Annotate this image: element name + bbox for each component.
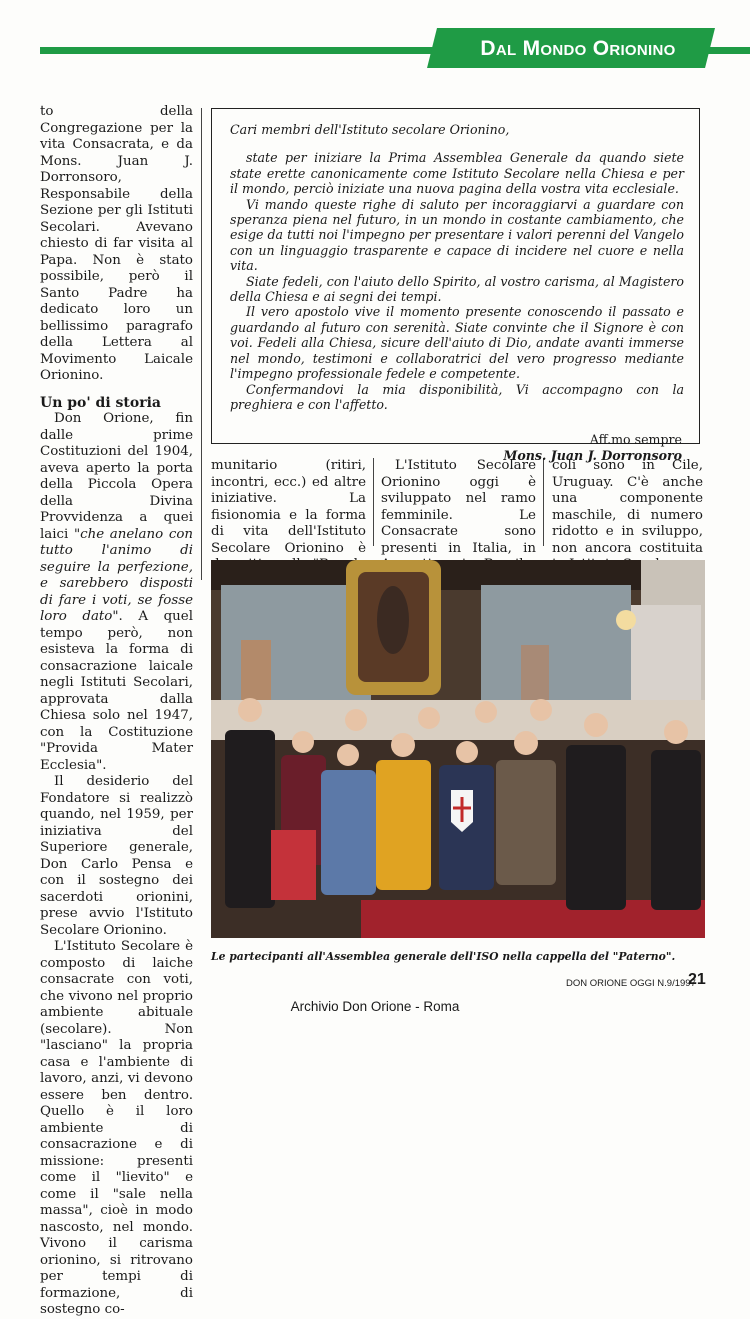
- papal-letter-box: [211, 108, 700, 463]
- left-column: [40, 104, 193, 1319]
- history-heading: Un po' di storia: [40, 394, 161, 411]
- letter-salutation: Cari membri dell'Istituto secolare Orionino,: [230, 122, 510, 137]
- letter-paragraph-3: Siate fedeli, con l'aiuto dello Spirito, al vostro carisma, al Magistero della Chiesa e ai segni dei tempi.: [230, 273, 684, 305]
- column-rule-mid-1: [373, 458, 374, 546]
- chapel-group-illustration: [211, 560, 705, 938]
- letter-closing: Aff.mo sempre Mons. Juan J. Dorronsoro: [503, 432, 682, 463]
- group-photo: [211, 560, 705, 938]
- left-paragraph-2: Don Orione, fin dalle prime Costituzioni del 1904, aveva aperto la porta della Piccola Opera della Divina Provvidenza a quei laici "che anelano con tutto l'animo di seguire la perfezione, e sarebbero disposti di fare i voti, se fosse loro dato". A quel tempo però, non esisteva la forma di consacrazione laicale negli Istituti Secolari, approvata dalla Chiesa solo nel 1947, con la Costituzione "Provida Mater Ecclesia".: [40, 411, 194, 773]
- middle-column-2: L'Istituto Secolare Orionino oggi è sviluppato nel ramo femminile. Le Consacrate sono presenti in Italia, in: [381, 458, 536, 556]
- left-paragraph-1: to della Congregazione per la vita Consacrata, e da Mons. Juan J. Dorronsoro, Responsabile della Sezione per gli Istituti Secolari. Avevano chiesto di far visita al Papa. Non è stato possibile, però il Santo Padre ha dedicato loro un bellissimo paragrafo della Lettera al Movimento Laicale Orionino.: [40, 104, 193, 383]
- column-rule-mid-2: [543, 458, 544, 546]
- column-rule-left: [201, 108, 202, 580]
- middle-column-1: munitario (ritiri, incontri, ecc.) ed altre iniziative. La fisionomia e la forma di vita dell'Istituto Secolare Orionino è: [211, 458, 366, 556]
- left-paragraph-3: Il desiderio del Fondatore si realizzò quando, nel 1959, per iniziativa del Superiore generale, Don Carlo Pensa e con il sostegno dei sacerdoti orionini, prese avvio l'Istituto Secolare Orionino.: [40, 774, 193, 938]
- founder-quote: "che anelano con tutto l'animo di seguire la perfezione, e sarebbero disposti di fare i voti, se fosse loro dato": [40, 526, 194, 624]
- left-paragraph-4: L'Istituto Secolare è composto di laiche consacrate con voti, che vivono nel proprio ambiente abituale (secolare). Non "lasciano" la propria casa e l'ambiente di lavoro, anzi, vi devono essere ben dentro. Quello è il loro ambiente di consacrazione e di missione: presenti come il "lievito" e come il "sale nella massa", cioè in modo nascosto, nel mondo. Vivono il carisma orionino, si ritrovano per tempi di formazione, di sostegno co-: [40, 939, 193, 1317]
- letter-paragraph-2: Vi mando queste righe di saluto per incoraggiarvi a guardare con speranza piena nel futuro, in un mondo in costante cambiamento, che esige da tutti noi l'impegno per presentare i valori perenni del Vangelo con un linguaggio trasparente e capace di incidere nel cuore e nella vita.: [230, 196, 684, 274]
- archive-credit: Archivio Don Orione - Roma: [290, 999, 460, 1014]
- letter-paragraph-1: state per iniziare la Prima Assemblea Generale da quando siete state erette canonicamente come Istituto Secolare nella Chiesa e per il mondo, perciò iniziate una nuova pagina della vostra vita ecclesiale.: [230, 150, 684, 197]
- section-title: Dal Mondo Orionino: [480, 37, 676, 60]
- magazine-issue: DON ORIONE OGGI N.9/1997: [566, 978, 696, 989]
- photo-caption: Le partecipanti all'Assemblea generale dell'ISO nella cappella del "Paterno".: [211, 950, 676, 963]
- letter-signature: Mons. Juan J. Dorronsoro: [503, 447, 682, 463]
- letter-paragraph-5: Confermandovi la mia disponibilità, Vi accompagno con la preghiera e con l'affetto.: [230, 381, 684, 412]
- page-number: 21: [688, 971, 706, 988]
- middle-column-3: coli sono in Cile, Uruguay. C'è anche una componente maschile, di numero ridotto e in sviluppo, non ancora costituita: [552, 458, 703, 556]
- letter-paragraph-4: Il vero apostolo vive il momento presente conoscendo il passato e guardando al futuro con serenità. Siate convinte che il Signore è con voi. Fedeli alla Chiesa, sicure dell'aiuto di Dio, andate avanti immerse nel mondo, testimoni e collaboratrici del vero progresso mediante l'impegno professionale fedele e competente.: [230, 304, 684, 382]
